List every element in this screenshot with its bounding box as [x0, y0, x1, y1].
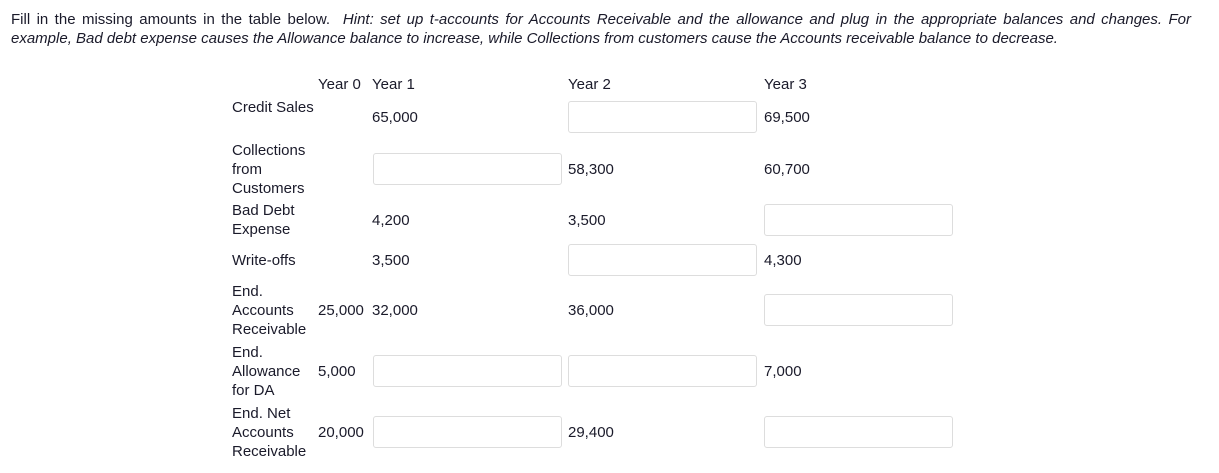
amount-value-year2: 36,000: [568, 302, 614, 319]
amount-value-year3: 4,300: [764, 252, 802, 269]
row-label: Collections from Customers: [232, 141, 306, 197]
row-label: End. Net Accounts Receivable: [232, 404, 307, 460]
amount-value-year2: 29,400: [568, 424, 614, 441]
amount-input-year1[interactable]: [373, 355, 562, 387]
amount-value-year1: 3,500: [372, 252, 410, 269]
amount-input-year3[interactable]: [764, 294, 953, 326]
amount-value-year0: 20,000: [318, 424, 364, 441]
amount-input-year2[interactable]: [568, 355, 757, 387]
row-label: Write-offs: [232, 251, 296, 269]
instructions: [11, 10, 1191, 48]
instructions-hint: Hint: set up t-accounts for Accounts Receivable and the allowance and plug in the appropriate balances and changes. For example, Bad debt expense causes the Allowance balance to increase, while Collections from customers cause the Accounts receivable balance to decrease.: [11, 11, 1191, 47]
column-header-year-2: Year 2: [568, 76, 611, 93]
amount-value-year1: 32,000: [372, 302, 418, 319]
amount-input-year1[interactable]: [373, 416, 562, 448]
column-header-year-0: Year 0: [318, 76, 361, 93]
amount-input-year3[interactable]: [764, 416, 953, 448]
amount-value-year0: 5,000: [318, 363, 356, 380]
amount-value-year2: 3,500: [568, 212, 606, 229]
row-label: End. Accounts Receivable: [232, 282, 307, 338]
amount-value-year2: 58,300: [568, 161, 614, 178]
instructions-text: Fill in the missing amounts in the table below.: [11, 11, 331, 28]
column-header-year-3: Year 3: [764, 76, 807, 93]
row-label: End. Allowance for DA: [232, 343, 301, 399]
amount-value-year1: 65,000: [372, 109, 418, 126]
amount-value-year0: 25,000: [318, 302, 364, 319]
amount-value-year3: 7,000: [764, 363, 802, 380]
row-label: Credit Sales: [232, 99, 314, 116]
amount-value-year3: 69,500: [764, 109, 810, 126]
amount-value-year3: 60,700: [764, 161, 810, 178]
amount-input-year1[interactable]: [373, 153, 562, 185]
column-header-year-1: Year 1: [372, 76, 415, 93]
amount-input-year2[interactable]: [568, 101, 757, 133]
amount-value-year1: 4,200: [372, 212, 410, 229]
amount-input-year3[interactable]: [764, 204, 953, 236]
amount-input-year2[interactable]: [568, 244, 757, 276]
row-label: Bad Debt Expense: [232, 202, 295, 238]
